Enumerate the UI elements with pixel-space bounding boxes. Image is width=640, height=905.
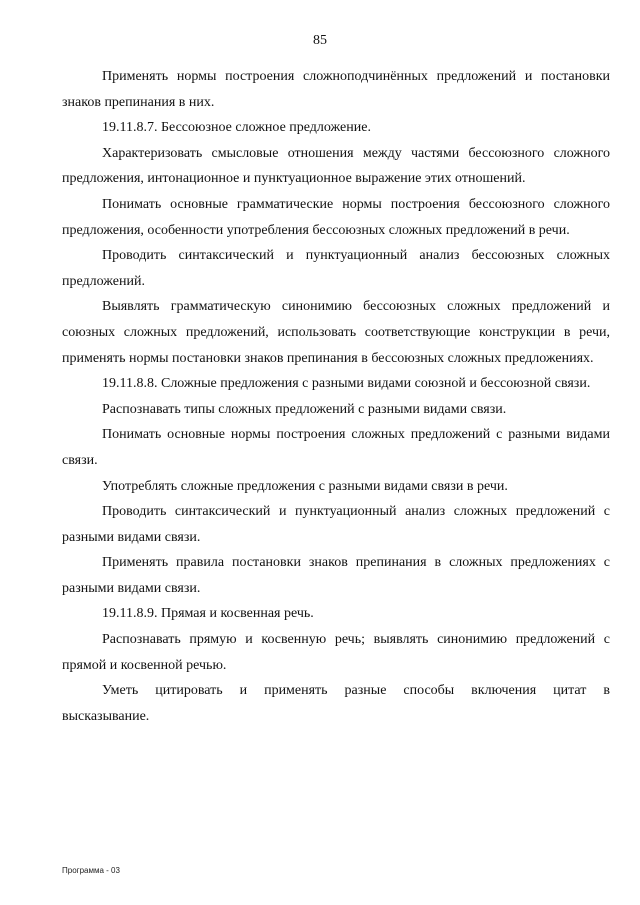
paragraph: Характеризовать смысловые отношения между частями бессоюзного сложного предложения, интонационное и пунктуационное выражение этих отношений. <box>62 145 610 187</box>
paragraph: Проводить синтаксический и пунктуационный анализ бессоюзных сложных предложений. <box>62 248 610 289</box>
paragraph: Распознавать прямую и косвенную речь; выявлять синонимию предложений с прямой и косвенной речью. <box>62 632 610 673</box>
section-heading: 19.11.8.7. Бессоюзное сложное предложение. <box>102 120 371 136</box>
paragraph: Распознавать типы сложных предложений с разными видами связи. <box>102 401 507 417</box>
paragraph: Уметь цитировать и применять разные способы включения цитат в высказывание. <box>62 683 610 724</box>
paragraph: Проводить синтаксический и пунктуационный анализ сложных предложений с разными видами связи. <box>62 504 610 545</box>
page-number: 85 <box>313 33 327 48</box>
paragraph: Выявлять грамматическую синонимию бессоюзных сложных предложений и союзных сложных предложений, использовать соответствующие конструкции в речи, применять нормы постановки знаков препинания в бессоюзных сложных предложениях. <box>62 299 610 366</box>
section-heading: 19.11.8.8. Сложные предложения с разными видами союзной и бессоюзной связи. <box>102 376 591 392</box>
paragraph: Применять правила постановки знаков препинания в сложных предложениях с разными видами связи. <box>62 555 610 596</box>
paragraph: Употреблять сложные предложения с разными видами связи в речи. <box>102 478 508 494</box>
section-heading: 19.11.8.9. Прямая и косвенная речь. <box>102 606 314 622</box>
document-body <box>62 64 610 729</box>
paragraph: Понимать основные нормы построения сложных предложений с разными видами связи. <box>62 427 610 468</box>
paragraph: Понимать основные грамматические нормы построения бессоюзного сложного предложения, особенности употребления бессоюзных сложных предложений в речи. <box>62 196 610 238</box>
paragraph: Применять нормы построения сложноподчинённых предложений и постановки знаков препинания в них. <box>62 69 610 110</box>
footer-program-label: Программа - 03 <box>62 866 120 875</box>
